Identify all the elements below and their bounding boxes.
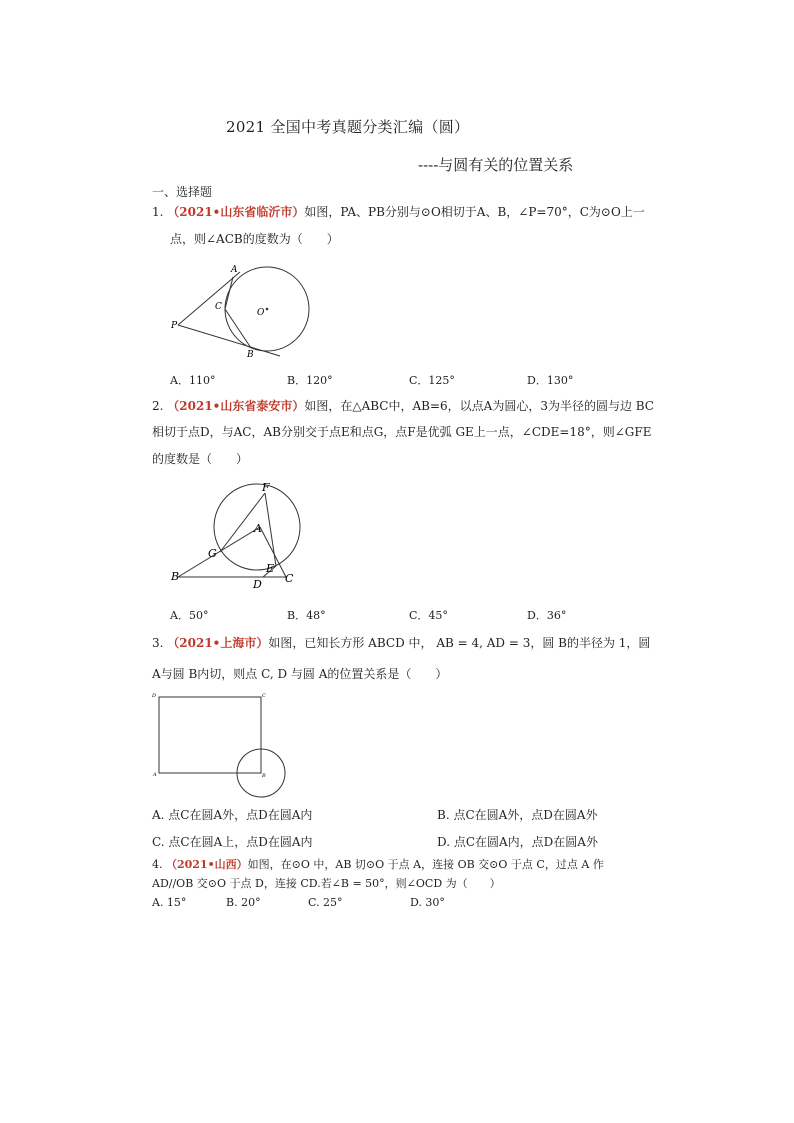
option-c: C. 点C在圆A上，点D在圆A内: [152, 835, 313, 849]
label-b: B: [247, 350, 254, 360]
option-a: A．110°: [170, 374, 216, 387]
option-d: D．36°: [527, 609, 567, 622]
option-a: A．50°: [170, 609, 209, 622]
label-c: C: [215, 302, 222, 312]
question-text: 如图，PA、PB分别与⊙O相切于A、B，∠P=70°，C为⊙O上一: [304, 205, 645, 219]
label-f: F: [262, 481, 270, 494]
option-c: C. 25°: [308, 896, 343, 909]
label-o: O: [257, 308, 265, 318]
question-1: [152, 203, 645, 221]
question-source: （2021•山东省临沂市）: [167, 205, 305, 219]
figure-3: [152, 690, 297, 800]
question-3-line-2: A与圆 B内切，则点 C, D 与圆 A的位置关系是（ ）: [152, 667, 448, 681]
label-p: P: [171, 321, 178, 331]
option-c: C．125°: [409, 374, 455, 387]
label-a: A: [153, 772, 157, 778]
question-4: [152, 856, 604, 874]
option-a: A. 点C在圆A外，点D在圆A内: [152, 808, 313, 822]
figure-2: [168, 478, 328, 593]
label-d: D: [253, 578, 262, 591]
section-heading: 一、选择题: [152, 185, 213, 199]
chord-cb: [225, 309, 251, 348]
rectangle-abcd: [159, 697, 261, 773]
question-3: [152, 634, 650, 652]
label-c: C: [262, 693, 266, 699]
figure-1: [168, 260, 328, 370]
label-b: B: [171, 570, 180, 583]
label-d: D: [152, 693, 157, 699]
option-d: D. 点C在圆A内，点D在圆A外: [437, 835, 598, 849]
label-e: E: [266, 562, 275, 575]
segment-fe: [265, 493, 276, 566]
option-d: D. 30°: [410, 896, 445, 909]
side-ba: [178, 527, 260, 577]
option-d: D．130°: [527, 374, 574, 387]
document-subtitle: ----与圆有关的位置关系: [418, 156, 574, 174]
question-2-line-3: 的度数是（ ）: [152, 452, 249, 466]
option-a: A. 15°: [152, 896, 187, 909]
question-number: 4.: [152, 858, 163, 871]
label-a: A: [254, 522, 262, 535]
center-point: [266, 308, 269, 311]
label-b: B: [262, 773, 266, 779]
document-title: 2021 全国中考真题分类汇编（圆）: [226, 118, 470, 136]
option-b: B. 点C在圆A外，点D在圆A外: [437, 808, 598, 822]
question-2-line-2: 相切于点D，与AC，AB分别交于点E和点G，点F是优弧 GE上一点，∠CDE=18°，则∠GFE: [152, 425, 652, 439]
question-1-line-2: 点，则∠ACB的度数为（ ）: [170, 232, 339, 246]
question-text: 如图，已知长方形 ABCD 中， AB = 4, AD = 3，圆 B的半径为 1，圆: [268, 636, 651, 650]
question-number: 2.: [152, 399, 164, 413]
question-source: （2021•山西）: [166, 858, 248, 871]
question-text: 如图，在△ABC中，AB=6，以点A为圆心，3为半径的圆与边 BC: [304, 399, 654, 413]
question-number: 3.: [152, 636, 164, 650]
label-a: A: [231, 265, 238, 275]
question-source: （2021•上海市）: [167, 636, 269, 650]
option-b: B. 20°: [226, 896, 261, 909]
question-source: （2021•山东省泰安市）: [167, 399, 305, 413]
label-c: C: [285, 572, 294, 585]
option-c: C．45°: [409, 609, 448, 622]
label-g: G: [208, 547, 217, 560]
question-number: 1.: [152, 205, 164, 219]
question-4-line-2: AD//OB 交⊙O 于点 D，连接 CD.若∠B = 50°，则∠OCD 为（ ）: [152, 877, 501, 890]
option-b: B．48°: [287, 609, 326, 622]
option-b: B．120°: [287, 374, 333, 387]
question-text: 如图，在⊙O 中，AB 切⊙O 于点 A，连接 OB 交⊙O 于点 C，过点 A 作: [247, 858, 604, 871]
tangent-pb: [178, 325, 280, 356]
question-2: [152, 397, 654, 415]
